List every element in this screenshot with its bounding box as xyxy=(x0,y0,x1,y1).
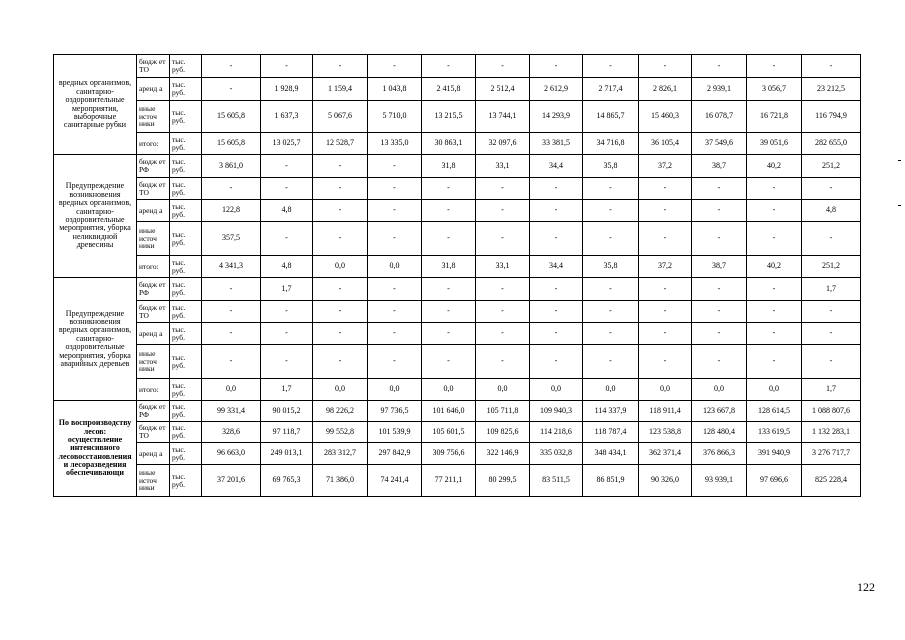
value-cell: - xyxy=(422,301,476,323)
value-cell: 74 241,4 xyxy=(368,465,422,497)
value-cell: 4,8 xyxy=(261,200,313,222)
value-cell: - xyxy=(261,178,313,200)
value-cell: 2 512,4 xyxy=(476,78,530,101)
value-cell: - xyxy=(530,55,583,78)
value-cell: - xyxy=(476,55,530,78)
value-cell: - xyxy=(261,55,313,78)
value-cell: - xyxy=(530,301,583,323)
unit-cell: тыс. руб. xyxy=(170,222,202,256)
value-cell: 128 480,4 xyxy=(692,422,747,443)
value-cell: 96 663,0 xyxy=(202,443,261,465)
value-cell: 35,8 xyxy=(583,256,639,278)
value-cell: 16 078,7 xyxy=(692,101,747,133)
value-cell: - xyxy=(639,55,692,78)
funding-source-cell: итого: xyxy=(137,133,170,155)
value-cell: - xyxy=(368,55,422,78)
funding-source-cell: бюдж ет ТО xyxy=(137,178,170,200)
value-cell: - xyxy=(202,178,261,200)
funding-source-cell: бюдж ет РФ xyxy=(137,278,170,301)
margin-mark xyxy=(898,205,901,206)
value-cell: 122,8 xyxy=(202,200,261,222)
value-cell: 0,0 xyxy=(639,379,692,401)
value-cell: 40,2 xyxy=(747,155,802,178)
value-cell: - xyxy=(202,55,261,78)
table-row xyxy=(54,443,861,465)
table-row xyxy=(54,222,861,256)
table-row xyxy=(54,422,861,443)
value-cell: 86 851,9 xyxy=(583,465,639,497)
value-cell: 3 276 717,7 xyxy=(802,443,861,465)
table-row xyxy=(54,178,861,200)
table-row xyxy=(54,133,861,155)
value-cell: 0,0 xyxy=(583,379,639,401)
table-row xyxy=(54,101,861,133)
value-cell: - xyxy=(747,55,802,78)
value-cell: 1 159,4 xyxy=(313,78,368,101)
value-cell: 116 794,9 xyxy=(802,101,861,133)
value-cell: - xyxy=(368,278,422,301)
value-cell: 31,8 xyxy=(422,256,476,278)
activity-name-cell: вредных организмов, санитарно-оздоровительные мероприятия, выборочные санитарные рубки xyxy=(54,55,137,155)
value-cell: - xyxy=(639,200,692,222)
table-row xyxy=(54,401,861,422)
value-cell: - xyxy=(313,278,368,301)
value-cell: 1,7 xyxy=(261,278,313,301)
value-cell: 3 861,0 xyxy=(202,155,261,178)
value-cell: 0,0 xyxy=(368,256,422,278)
unit-cell: тыс. руб. xyxy=(170,178,202,200)
value-cell: 38,7 xyxy=(692,256,747,278)
unit-cell: тыс. руб. xyxy=(170,78,202,101)
value-cell: - xyxy=(422,178,476,200)
value-cell: - xyxy=(202,345,261,379)
value-cell: - xyxy=(313,155,368,178)
unit-cell: тыс. руб. xyxy=(170,323,202,345)
value-cell: 362 371,4 xyxy=(639,443,692,465)
funding-source-cell: аренд а xyxy=(137,200,170,222)
value-cell: 30 863,1 xyxy=(422,133,476,155)
value-cell: 2 717,4 xyxy=(583,78,639,101)
value-cell: 118 787,4 xyxy=(583,422,639,443)
value-cell: 322 146,9 xyxy=(476,443,530,465)
value-cell: - xyxy=(692,323,747,345)
table-row xyxy=(54,465,861,497)
value-cell: - xyxy=(530,200,583,222)
value-cell: - xyxy=(476,278,530,301)
value-cell: - xyxy=(583,222,639,256)
table-row xyxy=(54,323,861,345)
value-cell: - xyxy=(802,323,861,345)
value-cell: 1 132 283,1 xyxy=(802,422,861,443)
value-cell: - xyxy=(747,222,802,256)
value-cell: 2 612,9 xyxy=(530,78,583,101)
value-cell: 15 605,8 xyxy=(202,101,261,133)
value-cell: - xyxy=(692,345,747,379)
value-cell: 97 736,5 xyxy=(368,401,422,422)
value-cell: 109 825,6 xyxy=(476,422,530,443)
value-cell: 249 013,1 xyxy=(261,443,313,465)
value-cell: 109 940,3 xyxy=(530,401,583,422)
value-cell: - xyxy=(802,222,861,256)
value-cell: 114 337,9 xyxy=(583,401,639,422)
value-cell: 34 716,8 xyxy=(583,133,639,155)
value-cell: - xyxy=(747,345,802,379)
funding-source-cell: иные источ ники xyxy=(137,345,170,379)
value-cell: 90 015,2 xyxy=(261,401,313,422)
value-cell: 1 043,8 xyxy=(368,78,422,101)
value-cell: 35,8 xyxy=(583,155,639,178)
table-row xyxy=(54,301,861,323)
value-cell: - xyxy=(313,178,368,200)
unit-cell: тыс. руб. xyxy=(170,101,202,133)
value-cell: 1,7 xyxy=(261,379,313,401)
value-cell: - xyxy=(422,55,476,78)
value-cell: 123 538,8 xyxy=(639,422,692,443)
value-cell: 4,8 xyxy=(261,256,313,278)
funding-source-cell: бюдж ет РФ xyxy=(137,401,170,422)
value-cell: - xyxy=(692,222,747,256)
value-cell: 3 056,7 xyxy=(747,78,802,101)
funding-source-cell: аренд а xyxy=(137,323,170,345)
value-cell: 0,0 xyxy=(422,379,476,401)
funding-source-cell: бюдж ет ТО xyxy=(137,301,170,323)
value-cell: 97 696,6 xyxy=(747,465,802,497)
funding-source-cell: аренд а xyxy=(137,443,170,465)
value-cell: 251,2 xyxy=(802,256,861,278)
value-cell: - xyxy=(202,78,261,101)
value-cell: 4,8 xyxy=(802,200,861,222)
value-cell: 128 614,5 xyxy=(747,401,802,422)
value-cell: - xyxy=(530,345,583,379)
unit-cell: тыс. руб. xyxy=(170,401,202,422)
value-cell: 1 637,3 xyxy=(261,101,313,133)
value-cell: 34,4 xyxy=(530,155,583,178)
value-cell: 37,2 xyxy=(639,155,692,178)
unit-cell: тыс. руб. xyxy=(170,200,202,222)
value-cell: 105 601,5 xyxy=(422,422,476,443)
value-cell: 15 460,3 xyxy=(639,101,692,133)
value-cell: - xyxy=(313,301,368,323)
value-cell: 123 667,8 xyxy=(692,401,747,422)
value-cell: 71 386,0 xyxy=(313,465,368,497)
value-cell: 0,0 xyxy=(747,379,802,401)
table-row xyxy=(54,78,861,101)
funding-source-cell: итого: xyxy=(137,379,170,401)
value-cell: - xyxy=(422,323,476,345)
value-cell: - xyxy=(476,301,530,323)
unit-cell: тыс. руб. xyxy=(170,301,202,323)
value-cell: - xyxy=(313,345,368,379)
value-cell: - xyxy=(476,222,530,256)
value-cell: 114 218,6 xyxy=(530,422,583,443)
value-cell: - xyxy=(747,323,802,345)
value-cell: - xyxy=(583,301,639,323)
value-cell: 1 928,9 xyxy=(261,78,313,101)
value-cell: - xyxy=(747,178,802,200)
unit-cell: тыс. руб. xyxy=(170,443,202,465)
value-cell: 39 051,6 xyxy=(747,133,802,155)
value-cell: - xyxy=(802,55,861,78)
value-cell: 13 025,7 xyxy=(261,133,313,155)
value-cell: 1,7 xyxy=(802,379,861,401)
value-cell: 12 528,7 xyxy=(313,133,368,155)
activity-name-cell: Предупреждение возникновения вредных организмов, санитарно-оздоровительные мероприятия, уборка аварийных деревьев xyxy=(54,278,137,401)
value-cell: 33,1 xyxy=(476,256,530,278)
budget-table xyxy=(53,54,861,497)
value-cell: - xyxy=(530,278,583,301)
value-cell: - xyxy=(530,222,583,256)
value-cell: 33 381,5 xyxy=(530,133,583,155)
activity-name-cell: По воспроизводству лесов: осуществление интенсивного лесовосстановления и лесоразведения обеспечивающи xyxy=(54,401,137,497)
activity-name-cell: Предупреждение возникновения вредных организмов, санитарно-оздоровительные мероприятия, уборка неликвидной древесины xyxy=(54,155,137,278)
value-cell: - xyxy=(639,301,692,323)
funding-source-cell: иные источ ники xyxy=(137,465,170,497)
value-cell: 309 756,6 xyxy=(422,443,476,465)
unit-cell: тыс. руб. xyxy=(170,278,202,301)
funding-source-cell: иные источ ники xyxy=(137,101,170,133)
value-cell: 31,8 xyxy=(422,155,476,178)
value-cell: 32 097,6 xyxy=(476,133,530,155)
value-cell: 15 605,8 xyxy=(202,133,261,155)
value-cell: - xyxy=(583,55,639,78)
value-cell: - xyxy=(530,178,583,200)
value-cell: - xyxy=(747,278,802,301)
value-cell: 348 434,1 xyxy=(583,443,639,465)
value-cell: - xyxy=(202,278,261,301)
value-cell: 335 032,8 xyxy=(530,443,583,465)
value-cell: 133 619,5 xyxy=(747,422,802,443)
unit-cell: тыс. руб. xyxy=(170,256,202,278)
value-cell: 328,6 xyxy=(202,422,261,443)
value-cell: 14 293,9 xyxy=(530,101,583,133)
value-cell: - xyxy=(802,345,861,379)
funding-source-cell: бюдж ет ТО xyxy=(137,422,170,443)
value-cell: - xyxy=(422,278,476,301)
value-cell: - xyxy=(692,278,747,301)
value-cell: 0,0 xyxy=(476,379,530,401)
value-cell: - xyxy=(476,178,530,200)
value-cell: - xyxy=(639,222,692,256)
value-cell: 13 335,0 xyxy=(368,133,422,155)
value-cell: - xyxy=(639,278,692,301)
value-cell: - xyxy=(476,345,530,379)
unit-cell: тыс. руб. xyxy=(170,379,202,401)
unit-cell: тыс. руб. xyxy=(170,55,202,78)
value-cell: 391 940,9 xyxy=(747,443,802,465)
value-cell: 98 226,2 xyxy=(313,401,368,422)
value-cell: - xyxy=(368,323,422,345)
unit-cell: тыс. руб. xyxy=(170,345,202,379)
value-cell: - xyxy=(313,222,368,256)
value-cell: 16 721,8 xyxy=(747,101,802,133)
value-cell: - xyxy=(261,155,313,178)
value-cell: 282 655,0 xyxy=(802,133,861,155)
value-cell: 376 866,3 xyxy=(692,443,747,465)
table-row xyxy=(54,55,861,78)
value-cell: 2 939,1 xyxy=(692,78,747,101)
value-cell: 34,4 xyxy=(530,256,583,278)
value-cell: - xyxy=(639,178,692,200)
value-cell: 36 105,4 xyxy=(639,133,692,155)
value-cell: - xyxy=(802,178,861,200)
value-cell: 2 826,1 xyxy=(639,78,692,101)
value-cell: 80 299,5 xyxy=(476,465,530,497)
value-cell: 297 842,9 xyxy=(368,443,422,465)
value-cell: - xyxy=(368,178,422,200)
value-cell: - xyxy=(368,222,422,256)
value-cell: 38,7 xyxy=(692,155,747,178)
value-cell: - xyxy=(747,200,802,222)
value-cell: 0,0 xyxy=(313,256,368,278)
value-cell: - xyxy=(368,200,422,222)
value-cell: 37 549,6 xyxy=(692,133,747,155)
page-number: 122 xyxy=(857,580,875,594)
value-cell: 0,0 xyxy=(692,379,747,401)
value-cell: - xyxy=(747,301,802,323)
value-cell: 23 212,5 xyxy=(802,78,861,101)
value-cell: 1 088 807,6 xyxy=(802,401,861,422)
value-cell: - xyxy=(692,301,747,323)
value-cell: - xyxy=(422,345,476,379)
value-cell: - xyxy=(422,200,476,222)
value-cell: 2 415,8 xyxy=(422,78,476,101)
value-cell: - xyxy=(261,301,313,323)
funding-source-cell: бюдж ет ТО xyxy=(137,55,170,78)
value-cell: - xyxy=(802,301,861,323)
value-cell: 105 711,8 xyxy=(476,401,530,422)
value-cell: 37,2 xyxy=(639,256,692,278)
margin-mark xyxy=(898,160,901,161)
value-cell: - xyxy=(261,323,313,345)
funding-source-cell: иные источ ники xyxy=(137,222,170,256)
value-cell: 83 511,5 xyxy=(530,465,583,497)
unit-cell: тыс. руб. xyxy=(170,133,202,155)
value-cell: 99 552,8 xyxy=(313,422,368,443)
value-cell: - xyxy=(639,323,692,345)
value-cell: - xyxy=(583,345,639,379)
table-row xyxy=(54,155,861,178)
value-cell: 0,0 xyxy=(530,379,583,401)
value-cell: - xyxy=(313,55,368,78)
value-cell: 1,7 xyxy=(802,278,861,301)
value-cell: 37 201,6 xyxy=(202,465,261,497)
value-cell: 69 765,3 xyxy=(261,465,313,497)
value-cell: - xyxy=(583,323,639,345)
funding-source-cell: итого: xyxy=(137,256,170,278)
value-cell: - xyxy=(313,200,368,222)
value-cell: - xyxy=(202,323,261,345)
table-row xyxy=(54,200,861,222)
value-cell: - xyxy=(261,222,313,256)
value-cell: 0,0 xyxy=(313,379,368,401)
value-cell: 4 341,3 xyxy=(202,256,261,278)
value-cell: 101 646,0 xyxy=(422,401,476,422)
value-cell: - xyxy=(583,178,639,200)
value-cell: - xyxy=(476,323,530,345)
table-row xyxy=(54,256,861,278)
value-cell: 283 312,7 xyxy=(313,443,368,465)
value-cell: - xyxy=(368,301,422,323)
unit-cell: тыс. руб. xyxy=(170,422,202,443)
value-cell: 118 911,4 xyxy=(639,401,692,422)
value-cell: - xyxy=(476,200,530,222)
value-cell: - xyxy=(202,301,261,323)
value-cell: - xyxy=(422,222,476,256)
value-cell: 251,2 xyxy=(802,155,861,178)
value-cell: 5 710,0 xyxy=(368,101,422,133)
value-cell: - xyxy=(583,278,639,301)
value-cell: 90 326,0 xyxy=(639,465,692,497)
unit-cell: тыс. руб. xyxy=(170,465,202,497)
value-cell: 13 215,5 xyxy=(422,101,476,133)
value-cell: - xyxy=(261,345,313,379)
value-cell: - xyxy=(692,55,747,78)
value-cell: 77 211,1 xyxy=(422,465,476,497)
value-cell: 0,0 xyxy=(202,379,261,401)
value-cell: 825 228,4 xyxy=(802,465,861,497)
value-cell: - xyxy=(530,323,583,345)
value-cell: 99 331,4 xyxy=(202,401,261,422)
value-cell: 14 865,7 xyxy=(583,101,639,133)
value-cell: - xyxy=(583,200,639,222)
value-cell: - xyxy=(692,178,747,200)
value-cell: 357,5 xyxy=(202,222,261,256)
value-cell: - xyxy=(692,200,747,222)
value-cell: - xyxy=(368,345,422,379)
unit-cell: тыс. руб. xyxy=(170,155,202,178)
value-cell: 5 067,6 xyxy=(313,101,368,133)
table-row xyxy=(54,278,861,301)
value-cell: 97 118,7 xyxy=(261,422,313,443)
funding-source-cell: бюдж ет РФ xyxy=(137,155,170,178)
value-cell: 0,0 xyxy=(368,379,422,401)
value-cell: 93 939,1 xyxy=(692,465,747,497)
value-cell: 33,1 xyxy=(476,155,530,178)
table-row xyxy=(54,379,861,401)
value-cell: - xyxy=(639,345,692,379)
funding-source-cell: аренд а xyxy=(137,78,170,101)
value-cell: 13 744,1 xyxy=(476,101,530,133)
value-cell: - xyxy=(313,323,368,345)
table-row xyxy=(54,345,861,379)
value-cell: - xyxy=(368,155,422,178)
value-cell: 40,2 xyxy=(747,256,802,278)
table-body xyxy=(54,55,861,497)
value-cell: 101 539,9 xyxy=(368,422,422,443)
